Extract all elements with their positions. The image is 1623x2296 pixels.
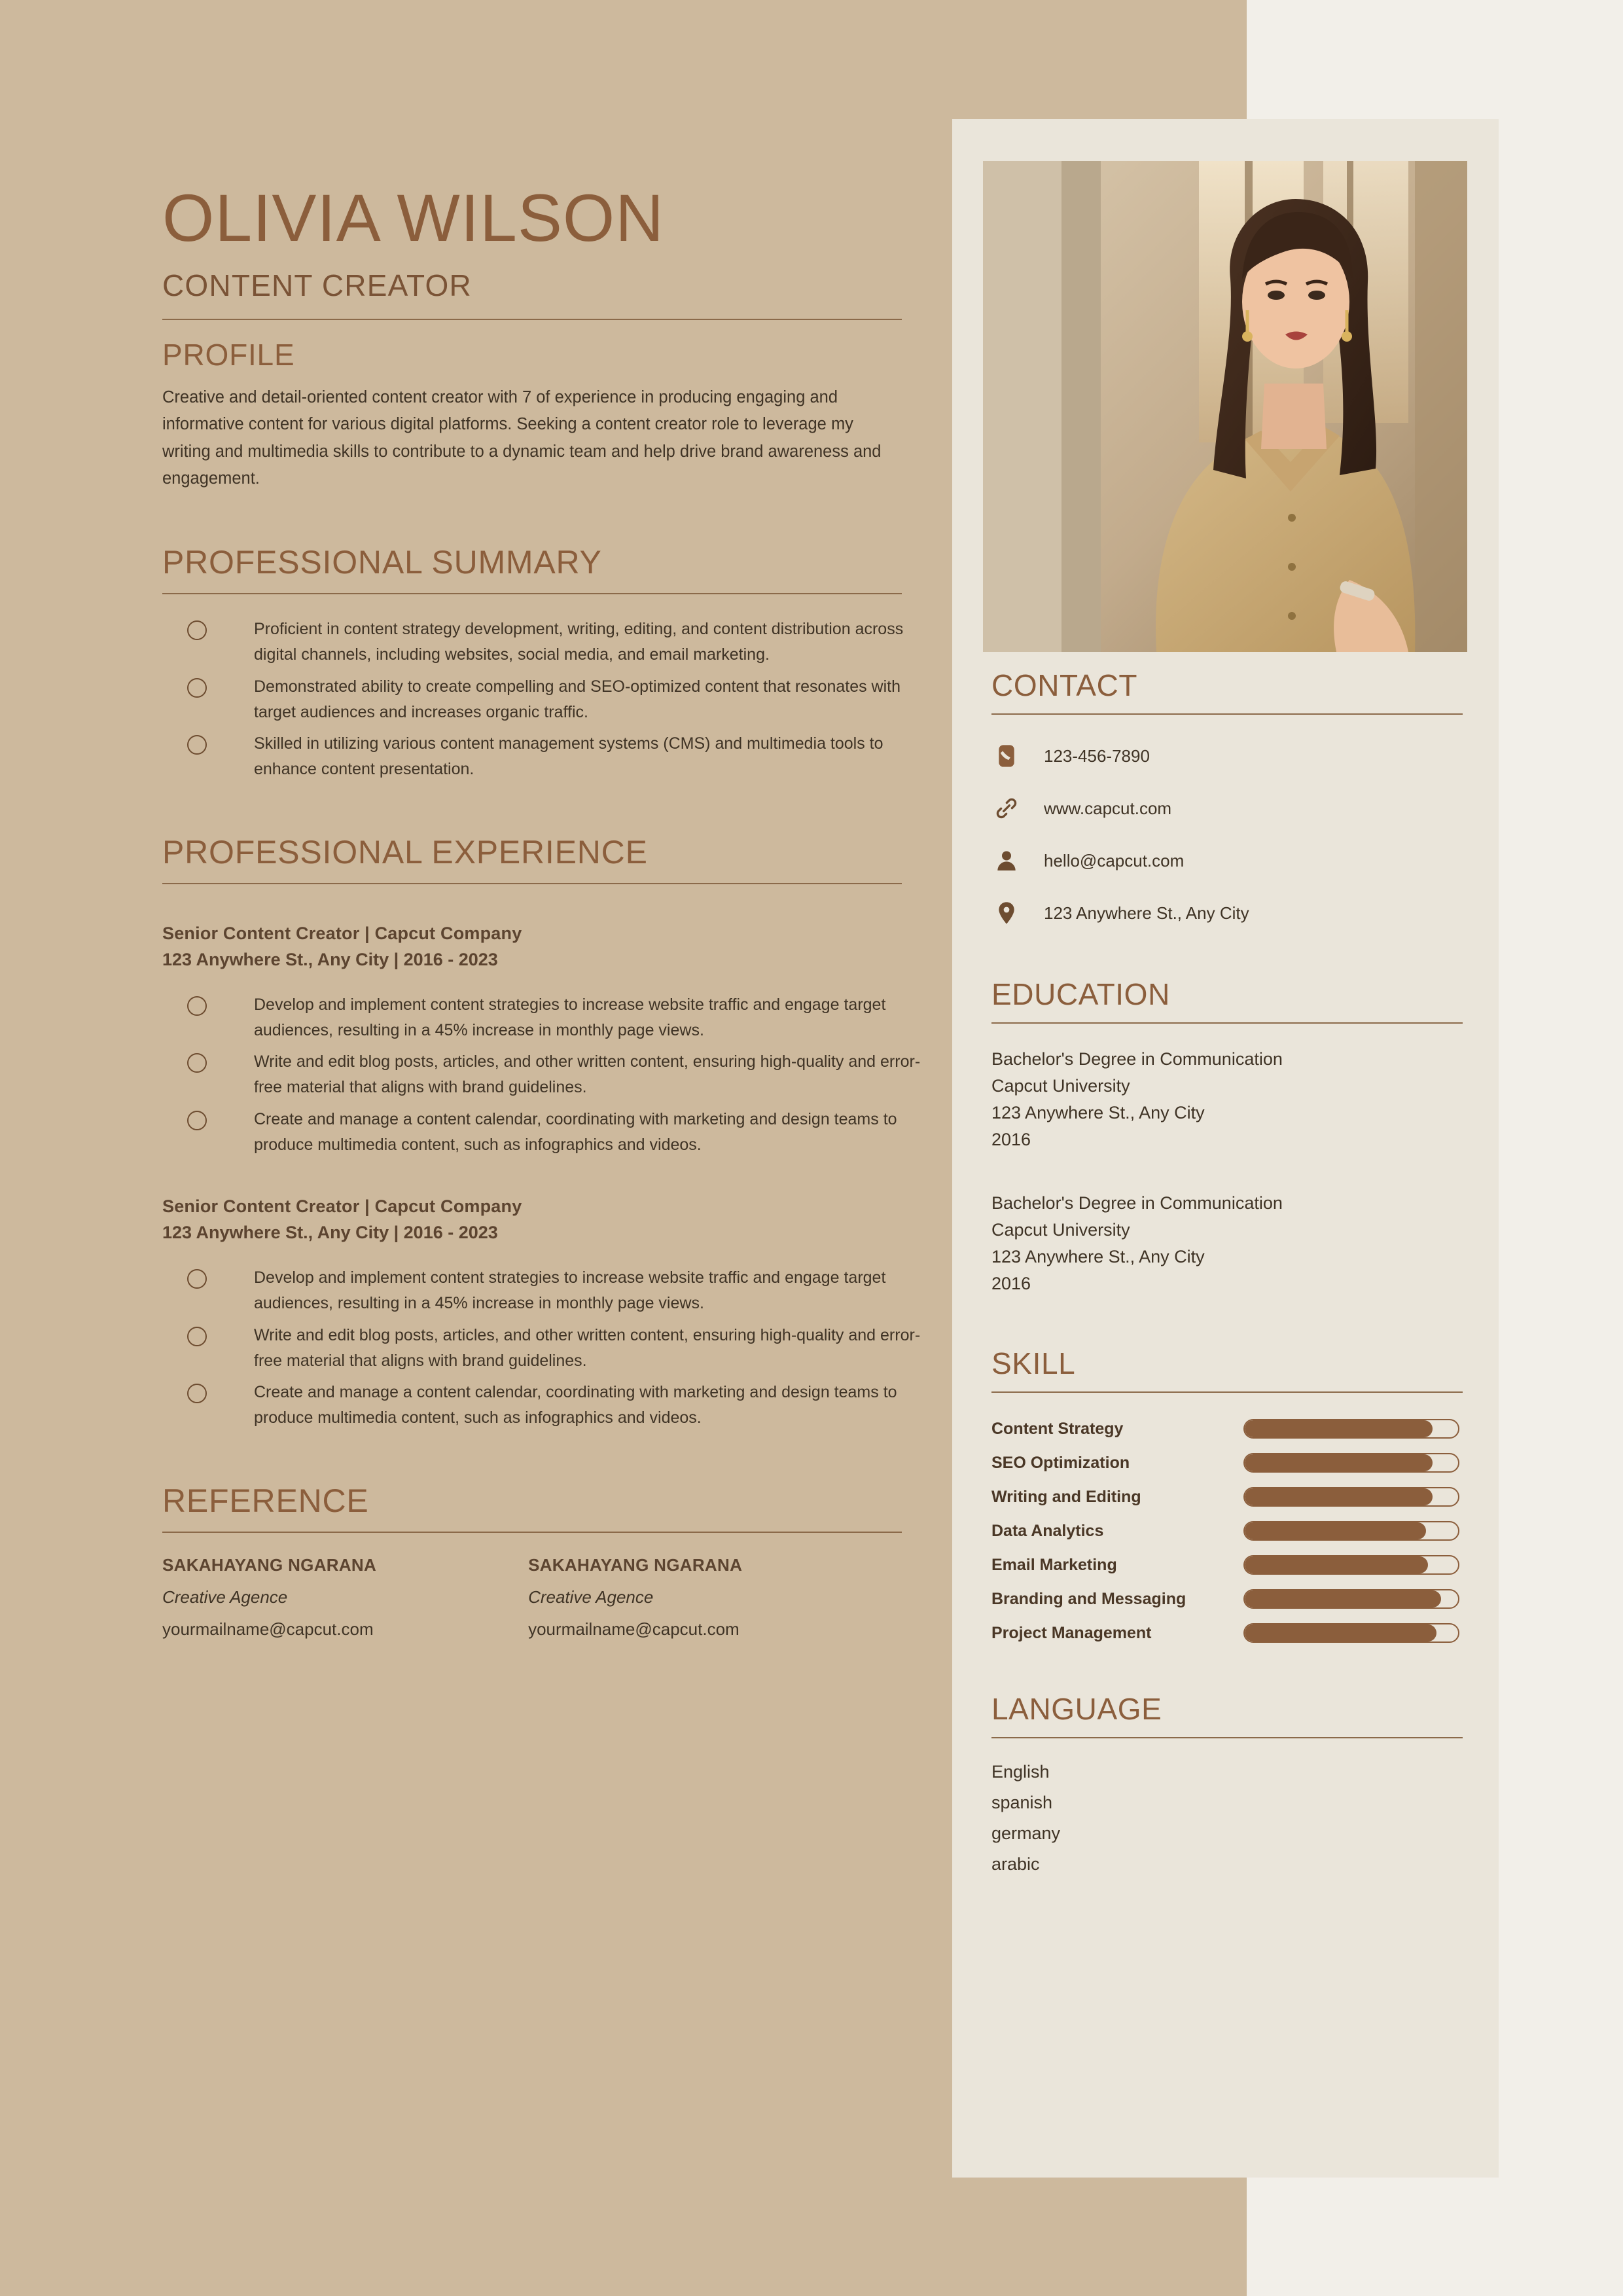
skill-bar-fill <box>1245 1488 1433 1505</box>
list-item-text: Develop and implement content strategies to increase website traffic and engage target audiences, resulting in a 45% increase in monthly page views. <box>254 995 886 1039</box>
list-item <box>162 731 921 782</box>
profile-section-title: PROFILE <box>162 338 295 372</box>
education-entry <box>991 1190 1466 1297</box>
skill-section-title: SKILL <box>991 1346 1076 1381</box>
list-item <box>162 1049 921 1100</box>
skill-label: SEO Optimization <box>991 1453 1130 1472</box>
candidate-role: CONTENT CREATOR <box>162 268 472 303</box>
skill-row <box>991 1419 1466 1439</box>
summary-section <box>162 543 902 782</box>
profile-photo <box>983 161 1467 652</box>
job-title: Senior Content Creator | Capcut Company <box>162 1196 522 1217</box>
experience-entry <box>162 1196 921 1431</box>
link-icon <box>991 793 1022 823</box>
list-item <box>162 1323 921 1374</box>
contact-value: 123 Anywhere St., Any City <box>1044 903 1249 923</box>
skill-bar-fill <box>1245 1590 1441 1607</box>
skill-bar <box>1243 1453 1459 1473</box>
bullet-circle-icon <box>187 1053 207 1073</box>
phone-icon <box>991 741 1022 771</box>
list-item-text: Demonstrated ability to create compelling and SEO-optimized content that resonates with target audiences and increases organic traffic. <box>254 677 901 721</box>
skill-label: Data Analytics <box>991 1521 1104 1540</box>
skill-bar-fill <box>1245 1556 1428 1573</box>
divider <box>162 1532 902 1533</box>
summary-section-title: PROFESSIONAL SUMMARY <box>162 544 602 581</box>
skill-row <box>991 1453 1466 1473</box>
bullet-circle-icon <box>187 1111 207 1130</box>
education-section-title: EDUCATION <box>991 977 1170 1011</box>
job-meta: 123 Anywhere St., Any City | 2016 - 2023 <box>162 949 498 969</box>
summary-list <box>162 617 902 782</box>
location-icon <box>991 898 1022 928</box>
reference-section <box>162 1482 902 1640</box>
education-year: 2016 <box>991 1130 1031 1150</box>
contact-section <box>991 668 1466 928</box>
divider <box>991 1737 1463 1738</box>
skill-bar <box>1243 1589 1459 1609</box>
skill-bar <box>1243 1419 1459 1439</box>
list-item-text: Create and manage a content calendar, coordinating with marketing and design teams to produce multimedia content, such as infographics and videos. <box>254 1383 897 1427</box>
job-duties-list <box>162 992 921 1158</box>
education-school: Capcut University <box>991 1220 1130 1240</box>
reference-item <box>528 1555 742 1640</box>
divider <box>991 1391 1463 1393</box>
contact-value: hello@capcut.com <box>1044 850 1185 870</box>
skill-bar <box>1243 1623 1459 1643</box>
skill-bar <box>1243 1555 1459 1575</box>
list-item <box>162 617 921 668</box>
experience-entry <box>162 923 921 1158</box>
language-section <box>991 1691 1466 1874</box>
contact-item-phone[interactable] <box>991 741 1466 771</box>
list-item <box>162 1265 921 1316</box>
skill-list <box>991 1419 1466 1643</box>
person-icon <box>991 846 1022 876</box>
bullet-circle-icon <box>187 620 207 640</box>
skill-row <box>991 1623 1466 1643</box>
reference-row <box>162 1555 902 1640</box>
education-entry <box>991 1046 1466 1153</box>
page-title <box>162 183 902 303</box>
skill-bar-fill <box>1245 1522 1426 1539</box>
experience-section-title: PROFESSIONAL EXPERIENCE <box>162 833 648 870</box>
language-item: germany <box>991 1823 1061 1844</box>
education-school: Capcut University <box>991 1076 1130 1096</box>
bullet-circle-icon <box>187 1327 207 1346</box>
reference-name: SAKAHAYANG NGARANA <box>162 1554 377 1575</box>
divider <box>162 593 902 594</box>
education-address: 123 Anywhere St., Any City <box>991 1247 1205 1267</box>
bullet-circle-icon <box>187 735 207 755</box>
education-address: 123 Anywhere St., Any City <box>991 1103 1205 1123</box>
skill-row <box>991 1521 1466 1541</box>
contact-section-title: CONTACT <box>991 668 1138 702</box>
contact-value: www.capcut.com <box>1044 798 1172 818</box>
education-year: 2016 <box>991 1274 1031 1294</box>
reference-email: yourmailname@capcut.com <box>528 1619 740 1639</box>
candidate-name: OLIVIA WILSON <box>162 181 664 255</box>
divider <box>991 1022 1463 1024</box>
list-item <box>162 1107 921 1158</box>
profile-text: Creative and detail-oriented content creator with 7 of experience in producing engaging and informative content for various digital platforms. Seeking a content creator role to leverage my writing and multimedia skills to contribute to a dynamic team and help drive brand awareness and engagement. <box>162 388 882 488</box>
skill-label: Content Strategy <box>991 1419 1124 1438</box>
contact-item-address[interactable] <box>991 898 1466 928</box>
list-item-text: Skilled in utilizing various content management systems (CMS) and multimedia tools to enhance content presentation. <box>254 734 883 779</box>
skill-bar-fill <box>1245 1624 1436 1641</box>
language-section-title: LANGUAGE <box>991 1692 1162 1727</box>
list-item <box>162 992 921 1043</box>
education-section <box>991 977 1466 1297</box>
skill-bar <box>1243 1521 1459 1541</box>
job-title: Senior Content Creator | Capcut Company <box>162 923 522 943</box>
contact-value: 123-456-7890 <box>1044 745 1150 766</box>
skill-label: Email Marketing <box>991 1555 1117 1574</box>
language-list <box>991 1762 1466 1874</box>
reference-email: yourmailname@capcut.com <box>162 1619 374 1639</box>
skill-row <box>991 1487 1466 1507</box>
language-item: English <box>991 1762 1050 1782</box>
language-item: spanish <box>991 1793 1053 1813</box>
list-item-text: Develop and implement content strategies to increase website traffic and engage target audiences, resulting in a 45% increase in monthly page views. <box>254 1268 886 1313</box>
bullet-circle-icon <box>187 996 207 1016</box>
list-item-text: Proficient in content strategy development, writing, editing, and content distribution across digital channels, including websites, social media, and email marketing. <box>254 620 904 664</box>
divider <box>991 713 1463 715</box>
list-item <box>162 1380 921 1431</box>
reference-section-title: REFERENCE <box>162 1482 369 1519</box>
contact-item-website[interactable] <box>991 793 1466 823</box>
reference-role: Creative Agence <box>162 1587 288 1607</box>
sidebar-column <box>991 668 1466 1885</box>
reference-name: SAKAHAYANG NGARANA <box>528 1554 743 1575</box>
education-degree: Bachelor's Degree in Communication <box>991 1049 1283 1069</box>
skill-row <box>991 1589 1466 1609</box>
skill-label: Writing and Editing <box>991 1487 1141 1506</box>
main-column <box>162 181 921 1640</box>
divider <box>162 319 902 320</box>
skill-bar-fill <box>1245 1420 1433 1437</box>
contact-item-email[interactable] <box>991 846 1466 876</box>
skill-bar <box>1243 1487 1459 1507</box>
bullet-circle-icon <box>187 1384 207 1403</box>
skill-bar-fill <box>1245 1454 1433 1471</box>
skill-row <box>991 1555 1466 1575</box>
skill-label: Branding and Messaging <box>991 1589 1186 1608</box>
skill-label: Project Management <box>991 1623 1152 1642</box>
experience-section <box>162 833 921 1431</box>
job-meta: 123 Anywhere St., Any City | 2016 - 2023 <box>162 1223 498 1243</box>
reference-role: Creative Agence <box>528 1587 654 1607</box>
bullet-circle-icon <box>187 1269 207 1289</box>
language-item: arabic <box>991 1854 1040 1874</box>
list-item-text: Create and manage a content calendar, coordinating with marketing and design teams to produce multimedia content, such as infographics and videos. <box>254 1109 897 1154</box>
bullet-circle-icon <box>187 678 207 698</box>
list-item <box>162 674 921 725</box>
contact-list <box>991 741 1466 928</box>
list-item-text: Write and edit blog posts, articles, and other written content, ensuring high-quality and error-free material that aligns with brand guidelines. <box>254 1052 921 1097</box>
job-duties-list <box>162 1265 921 1431</box>
list-item-text: Write and edit blog posts, articles, and other written content, ensuring high-quality and error-free material that aligns with brand guidelines. <box>254 1325 921 1370</box>
skill-section <box>991 1346 1466 1643</box>
divider <box>162 883 902 884</box>
reference-item <box>162 1555 376 1640</box>
education-degree: Bachelor's Degree in Communication <box>991 1193 1283 1213</box>
